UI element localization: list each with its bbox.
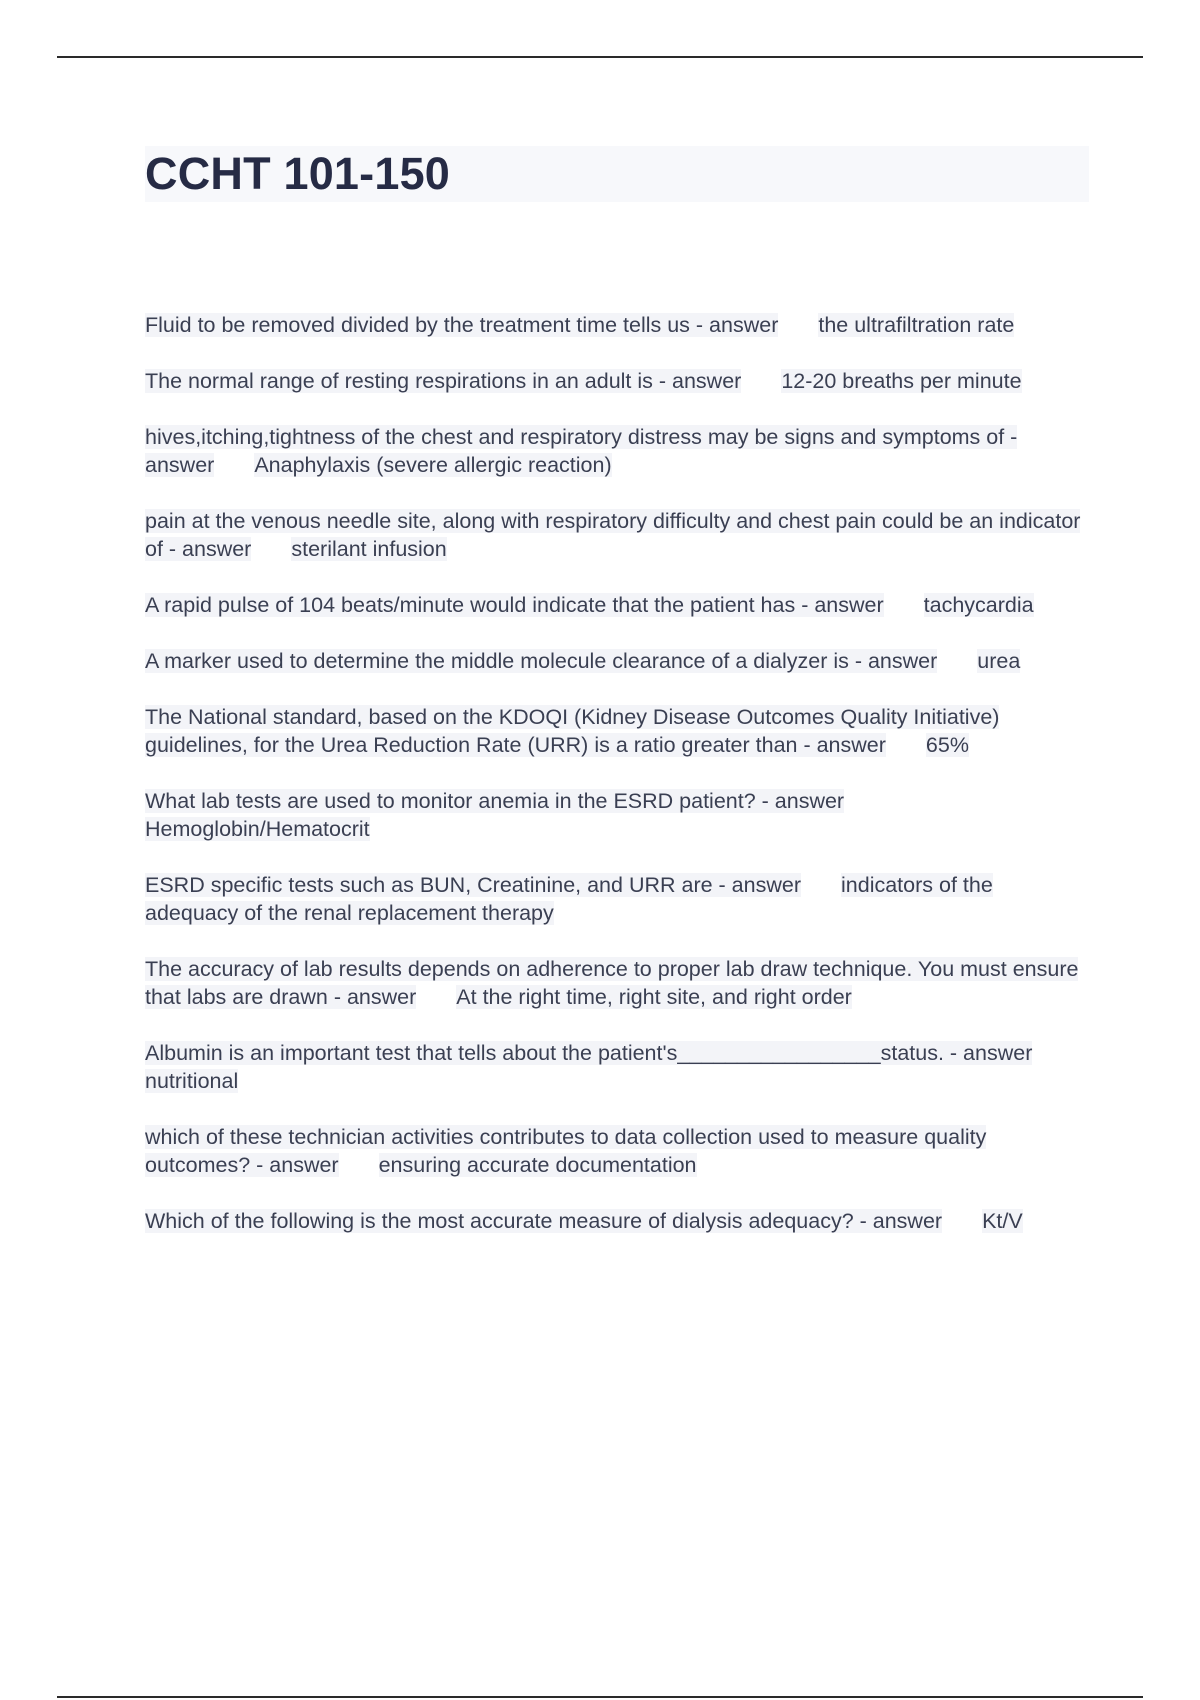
question: which of these technician activities contributes to data collection used to measure quality outcomes? - answer <box>145 1125 987 1177</box>
qa-item-1 <box>145 311 1089 339</box>
qa-item-3 <box>145 423 1089 479</box>
question: The accuracy of lab results depends on adherence to proper lab draw technique. You must ensure that labs are drawn - answer <box>145 957 1079 1009</box>
answer: ensuring accurate documentation <box>378 1153 697 1177</box>
question: Fluid to be removed divided by the treatment time tells us - answer <box>145 313 779 337</box>
qa-item-4 <box>145 507 1089 563</box>
question: pain at the venous needle site, along with respiratory difficulty and chest pain could be an indicator of - answer <box>145 509 1081 561</box>
answer: Hemoglobin/Hematocrit <box>145 817 370 841</box>
question: Albumin is an important test that tells about the patient's_________________status. - answer <box>145 1041 1033 1065</box>
question: hives,itching,tightness of the chest and respiratory distress may be signs and symptoms of - answer <box>145 425 1018 477</box>
qa-list <box>145 311 1089 1235</box>
question: Which of the following is the most accurate measure of dialysis adequacy? - answer <box>145 1209 943 1233</box>
qa-item-10 <box>145 955 1089 1011</box>
qa-item-9 <box>145 871 1089 927</box>
qa-item-5 <box>145 591 1089 619</box>
qa-item-12 <box>145 1123 1089 1179</box>
answer: Anaphylaxis (severe allergic reaction) <box>254 453 612 477</box>
answer: the ultrafiltration rate <box>818 313 1015 337</box>
answer: sterilant infusion <box>291 537 447 561</box>
bottom-rule <box>57 1696 1143 1698</box>
qa-item-7 <box>145 703 1089 759</box>
answer: indicators of the adequacy of the renal replacement therapy <box>145 873 993 925</box>
page-title: CCHT 101-150 <box>145 146 1089 202</box>
answer: 65% <box>925 733 969 757</box>
qa-item-11 <box>145 1039 1089 1095</box>
answer: nutritional <box>145 1069 239 1093</box>
answer: 12-20 breaths per minute <box>781 369 1022 393</box>
question: The National standard, based on the KDOQI (Kidney Disease Outcomes Quality Initiative) guidelines, for the Urea Reduction Rate (URR) is a ratio greater than - answer <box>145 705 1000 757</box>
answer: Kt/V <box>982 1209 1023 1233</box>
question: A rapid pulse of 104 beats/minute would indicate that the patient has - answer <box>145 593 884 617</box>
question: The normal range of resting respirations in an adult is - answer <box>145 369 742 393</box>
qa-item-13 <box>145 1207 1089 1235</box>
qa-item-8 <box>145 787 1089 843</box>
document-page <box>145 146 1089 1263</box>
qa-item-2 <box>145 367 1089 395</box>
qa-item-6 <box>145 647 1089 675</box>
answer: urea <box>977 649 1021 673</box>
answer: tachycardia <box>923 593 1034 617</box>
answer: At the right time, right site, and right order <box>456 985 852 1009</box>
question: ESRD specific tests such as BUN, Creatinine, and URR are - answer <box>145 873 801 897</box>
question: What lab tests are used to monitor anemia in the ESRD patient? - answer <box>145 789 845 813</box>
top-rule <box>57 56 1143 58</box>
question: A marker used to determine the middle molecule clearance of a dialyzer is - answer <box>145 649 938 673</box>
